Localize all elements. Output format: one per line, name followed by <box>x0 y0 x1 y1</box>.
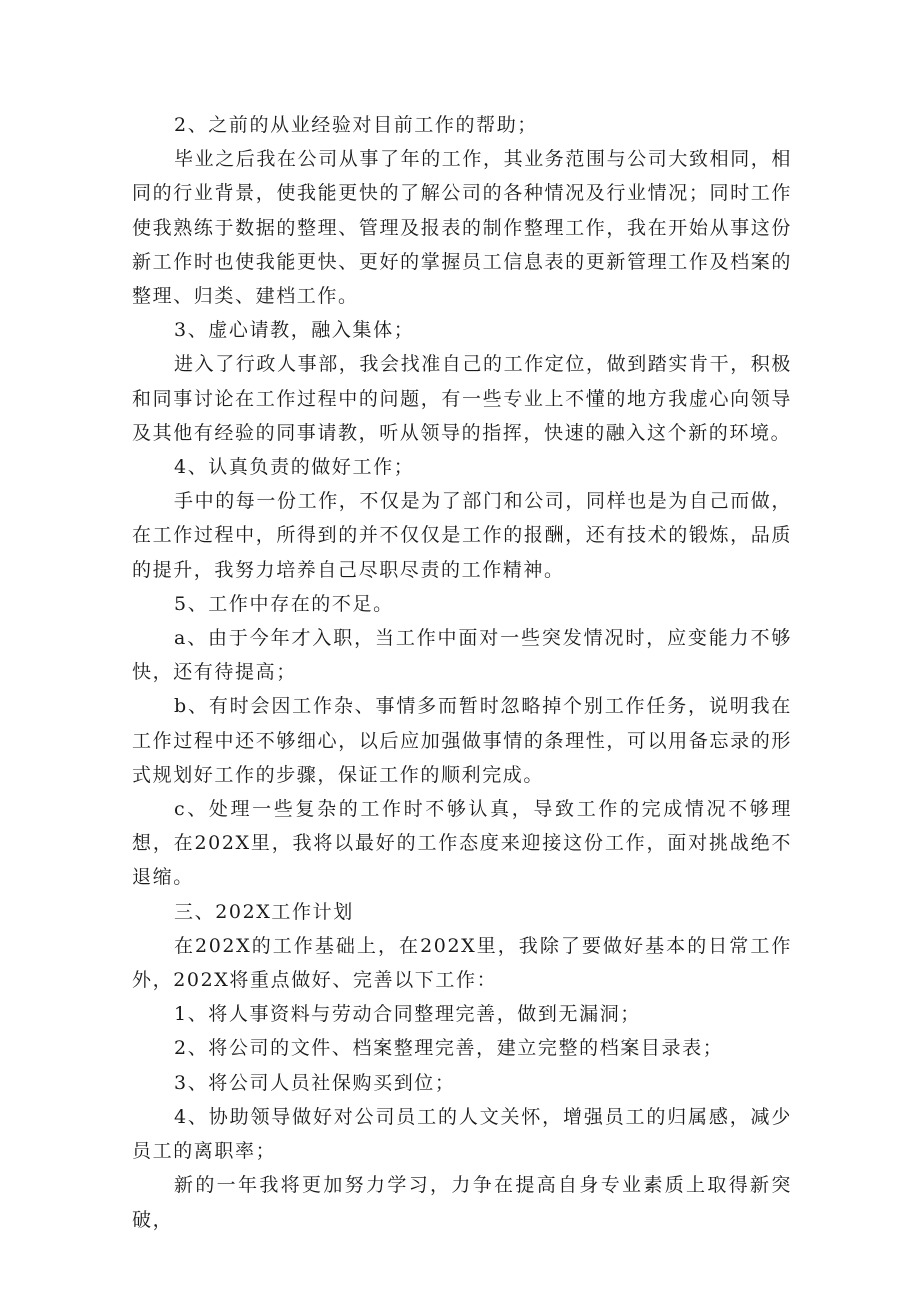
paragraph-shortcoming-b: b、有时会因工作杂、事情多而暂时忽略掉个别工作任务，说明我在工作过程中还不够细心，以后应加强做事情的条理性，可以用备忘录的形式规划好工作的步骤，保证工作的顺利完成。 <box>132 695 792 786</box>
paragraph-join-team: 进入了行政人事部，我会找准自己的工作定位，做到踏实肯干，积极和同事讨论在工作过程中的问题，有一些专业上不懂的地方我虚心向领导及其他有经验的同事请教，听从领导的指挥，快速的融入这个新的环境。 <box>132 353 793 444</box>
paragraph-item-3-heading: 3、虚心请教，融入集体； <box>174 319 415 342</box>
paragraph-item-5-heading: 5、工作中存在的不足。 <box>174 592 394 615</box>
paragraph-plan-intro: 在202X的工作基础上，在202X里，我除了要做好基本的日常工作外，202X将重点做好、完善以下工作： <box>132 934 792 992</box>
paragraph-item-4-heading: 4、认真负责的做好工作； <box>174 456 415 479</box>
paragraph-prior-experience: 毕业之后我在公司从事了年的工作，其业务范围与公司大致相同，相同的行业背景，使我能更快的了解公司的各种情况及行业情况；同时工作使我熟练于数据的整理、管理及报表的制作整理工作，我在开始从事这份新工作时也使我能更快、更好的掌握员工信息表的更新管理工作及档案的整理、归类、建档工作。 <box>132 148 793 308</box>
plan-item-1: 1、将人事资料与劳动合同整理完善，做到无漏洞； <box>174 1003 641 1026</box>
section-heading-work-plan: 三、202X工作计划 <box>174 900 354 923</box>
paragraph-shortcoming-c: c、处理一些复杂的工作时不够认真，导致工作的完成情况不够理想，在202X里，我将以最好的工作态度来迎接这份工作，面对挑战绝不退缩。 <box>132 798 792 889</box>
paragraph-shortcoming-a: a、由于今年才入职，当工作中面对一些突发情况时，应变能力不够快，还有待提高； <box>132 627 792 684</box>
paragraph-responsibility: 手中的每一份工作，不仅是为了部门和公司，同样也是为自己而做，在工作过程中，所得到的并不仅仅是工作的报酬，还有技术的锻炼，品质的提升，我努力培养自己尽职尽责的工作精神。 <box>132 490 793 581</box>
document-page <box>132 108 792 1237</box>
plan-item-4: 4、协助领导做好对公司员工的人文关怀，增强员工的归属感，减少员工的离职率； <box>132 1105 792 1163</box>
paragraph-item-2-heading: 2、之前的从业经验对目前工作的帮助； <box>174 114 538 136</box>
plan-item-3: 3、将公司人员社保购买到位； <box>174 1071 456 1094</box>
plan-item-2: 2、将公司的文件、档案整理完善，建立完整的档案目录表； <box>174 1037 724 1060</box>
paragraph-new-year: 新的一年我将更加努力学习，力争在提高自身专业素质上取得新突破， <box>132 1174 792 1231</box>
